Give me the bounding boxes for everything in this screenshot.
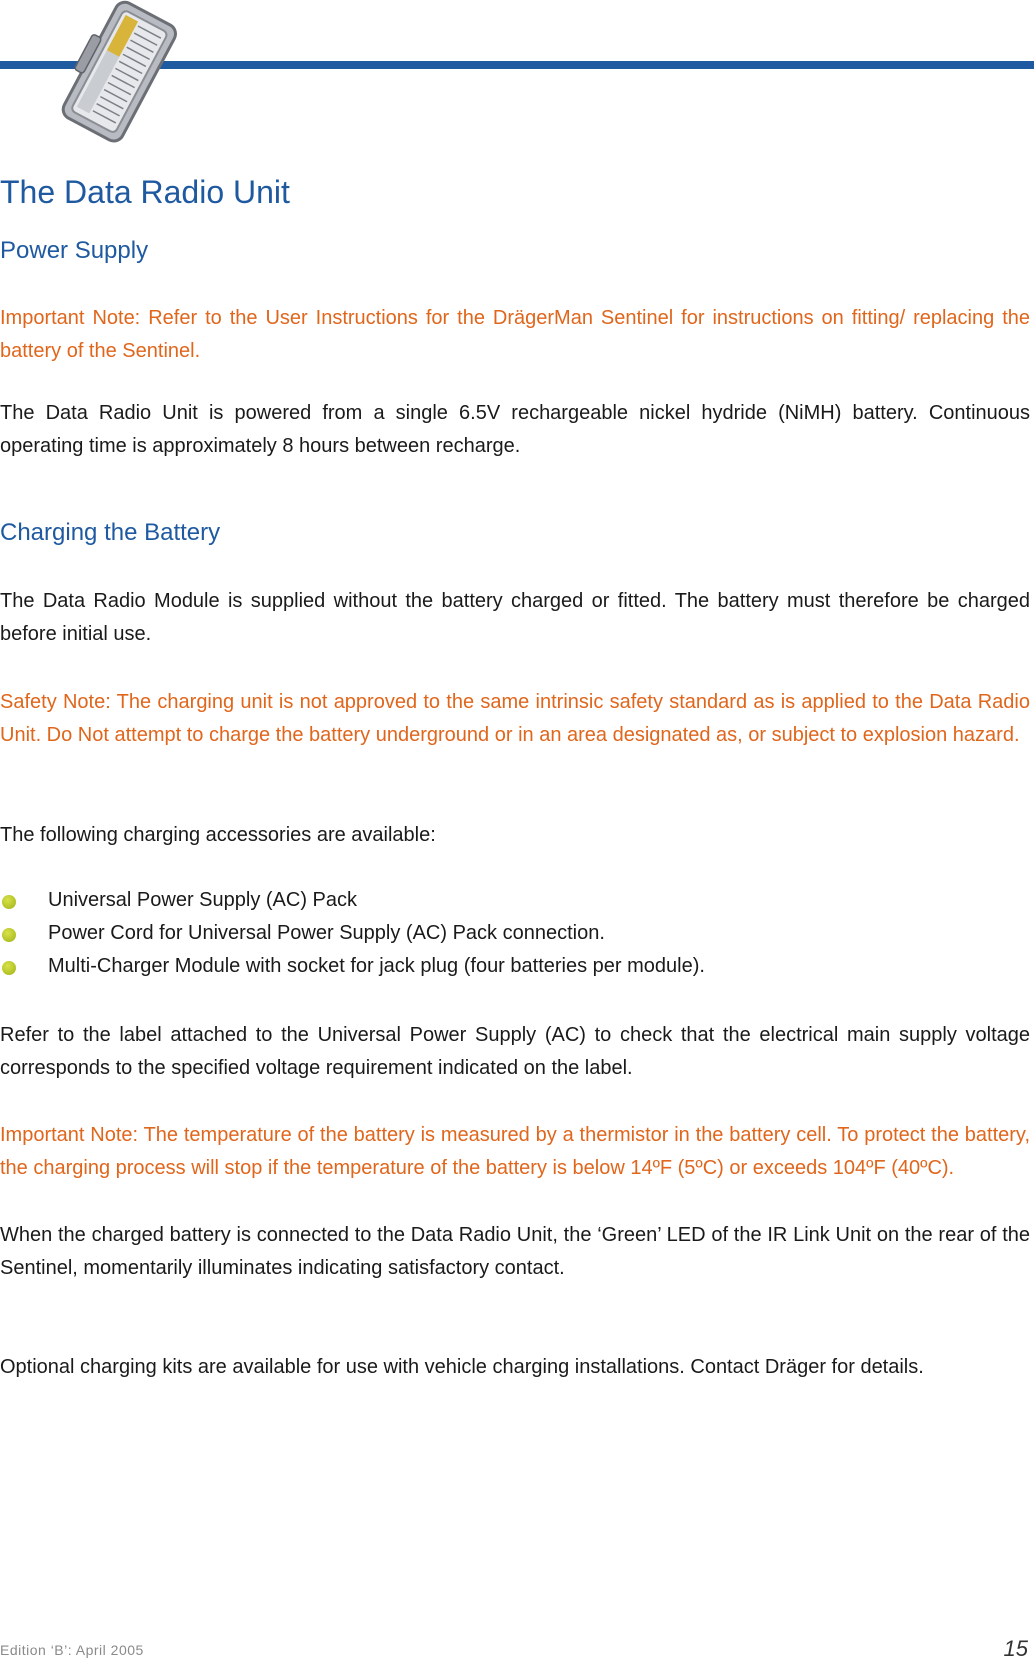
bullet-icon bbox=[2, 928, 16, 942]
led-info-paragraph: When the charged battery is connected to the Data Radio Unit, the ‘Green’ LED of the IR Link Unit on the rear of the Sentinel, momentarily illuminates indicating satisfactory contact. bbox=[0, 1224, 1030, 1279]
data-radio-unit-device-icon bbox=[48, 0, 188, 145]
accessories-intro: The following charging accessories are available: bbox=[0, 824, 436, 846]
charging-intro-paragraph: The Data Radio Module is supplied without the battery charged or fitted. The battery must therefore be charged before initial use. bbox=[0, 590, 1030, 645]
bullet-icon bbox=[2, 895, 16, 909]
edition-footer: Edition ‘B’: April 2005 bbox=[0, 1642, 144, 1658]
heading-power-supply: Power Supply bbox=[0, 237, 149, 264]
note-refer-user-instructions: Important Note: Refer to the User Instructions for the DrägerMan Sentinel for instructions on fitting/ replacing the battery of the Sentinel. bbox=[0, 307, 1030, 362]
list-item: Universal Power Supply (AC) Pack bbox=[0, 884, 1030, 917]
bullet-icon bbox=[2, 961, 16, 975]
list-item: Power Cord for Universal Power Supply (AC) Pack connection. bbox=[0, 917, 1030, 950]
power-supply-paragraph: The Data Radio Unit is powered from a single 6.5V rechargeable nickel hydride (NiMH) battery. Continuous operating time is approximately 8 hours between recharge. bbox=[0, 402, 1030, 457]
refer-label-paragraph: Refer to the label attached to the Universal Power Supply (AC) to check that the electrical main supply voltage corresponds to the specified voltage requirement indicated on the label. bbox=[0, 1024, 1030, 1079]
temperature-note: Important Note: The temperature of the battery is measured by a thermistor in the battery cell. To protect the battery, the charging process will stop if the temperature of the battery is below 14ºF (5ºC) or exceeds 104ºF (40ºC). bbox=[0, 1124, 1030, 1179]
heading-charging-battery: Charging the Battery bbox=[0, 519, 221, 546]
page-title: The Data Radio Unit bbox=[0, 174, 290, 210]
accessories-list bbox=[0, 884, 1030, 983]
list-item: Multi-Charger Module with socket for jack plug (four batteries per module). bbox=[0, 950, 1030, 983]
page-number: 15 bbox=[1003, 1636, 1028, 1661]
optional-kits-paragraph: Optional charging kits are available for use with vehicle charging installations. Contact Dräger for details. bbox=[0, 1356, 924, 1378]
safety-note: Safety Note: The charging unit is not approved to the same intrinsic safety standard as is applied to the Data Radio Unit. Do Not attempt to charge the battery underground or in an area designated as, or subject to explosion hazard. bbox=[0, 691, 1030, 746]
